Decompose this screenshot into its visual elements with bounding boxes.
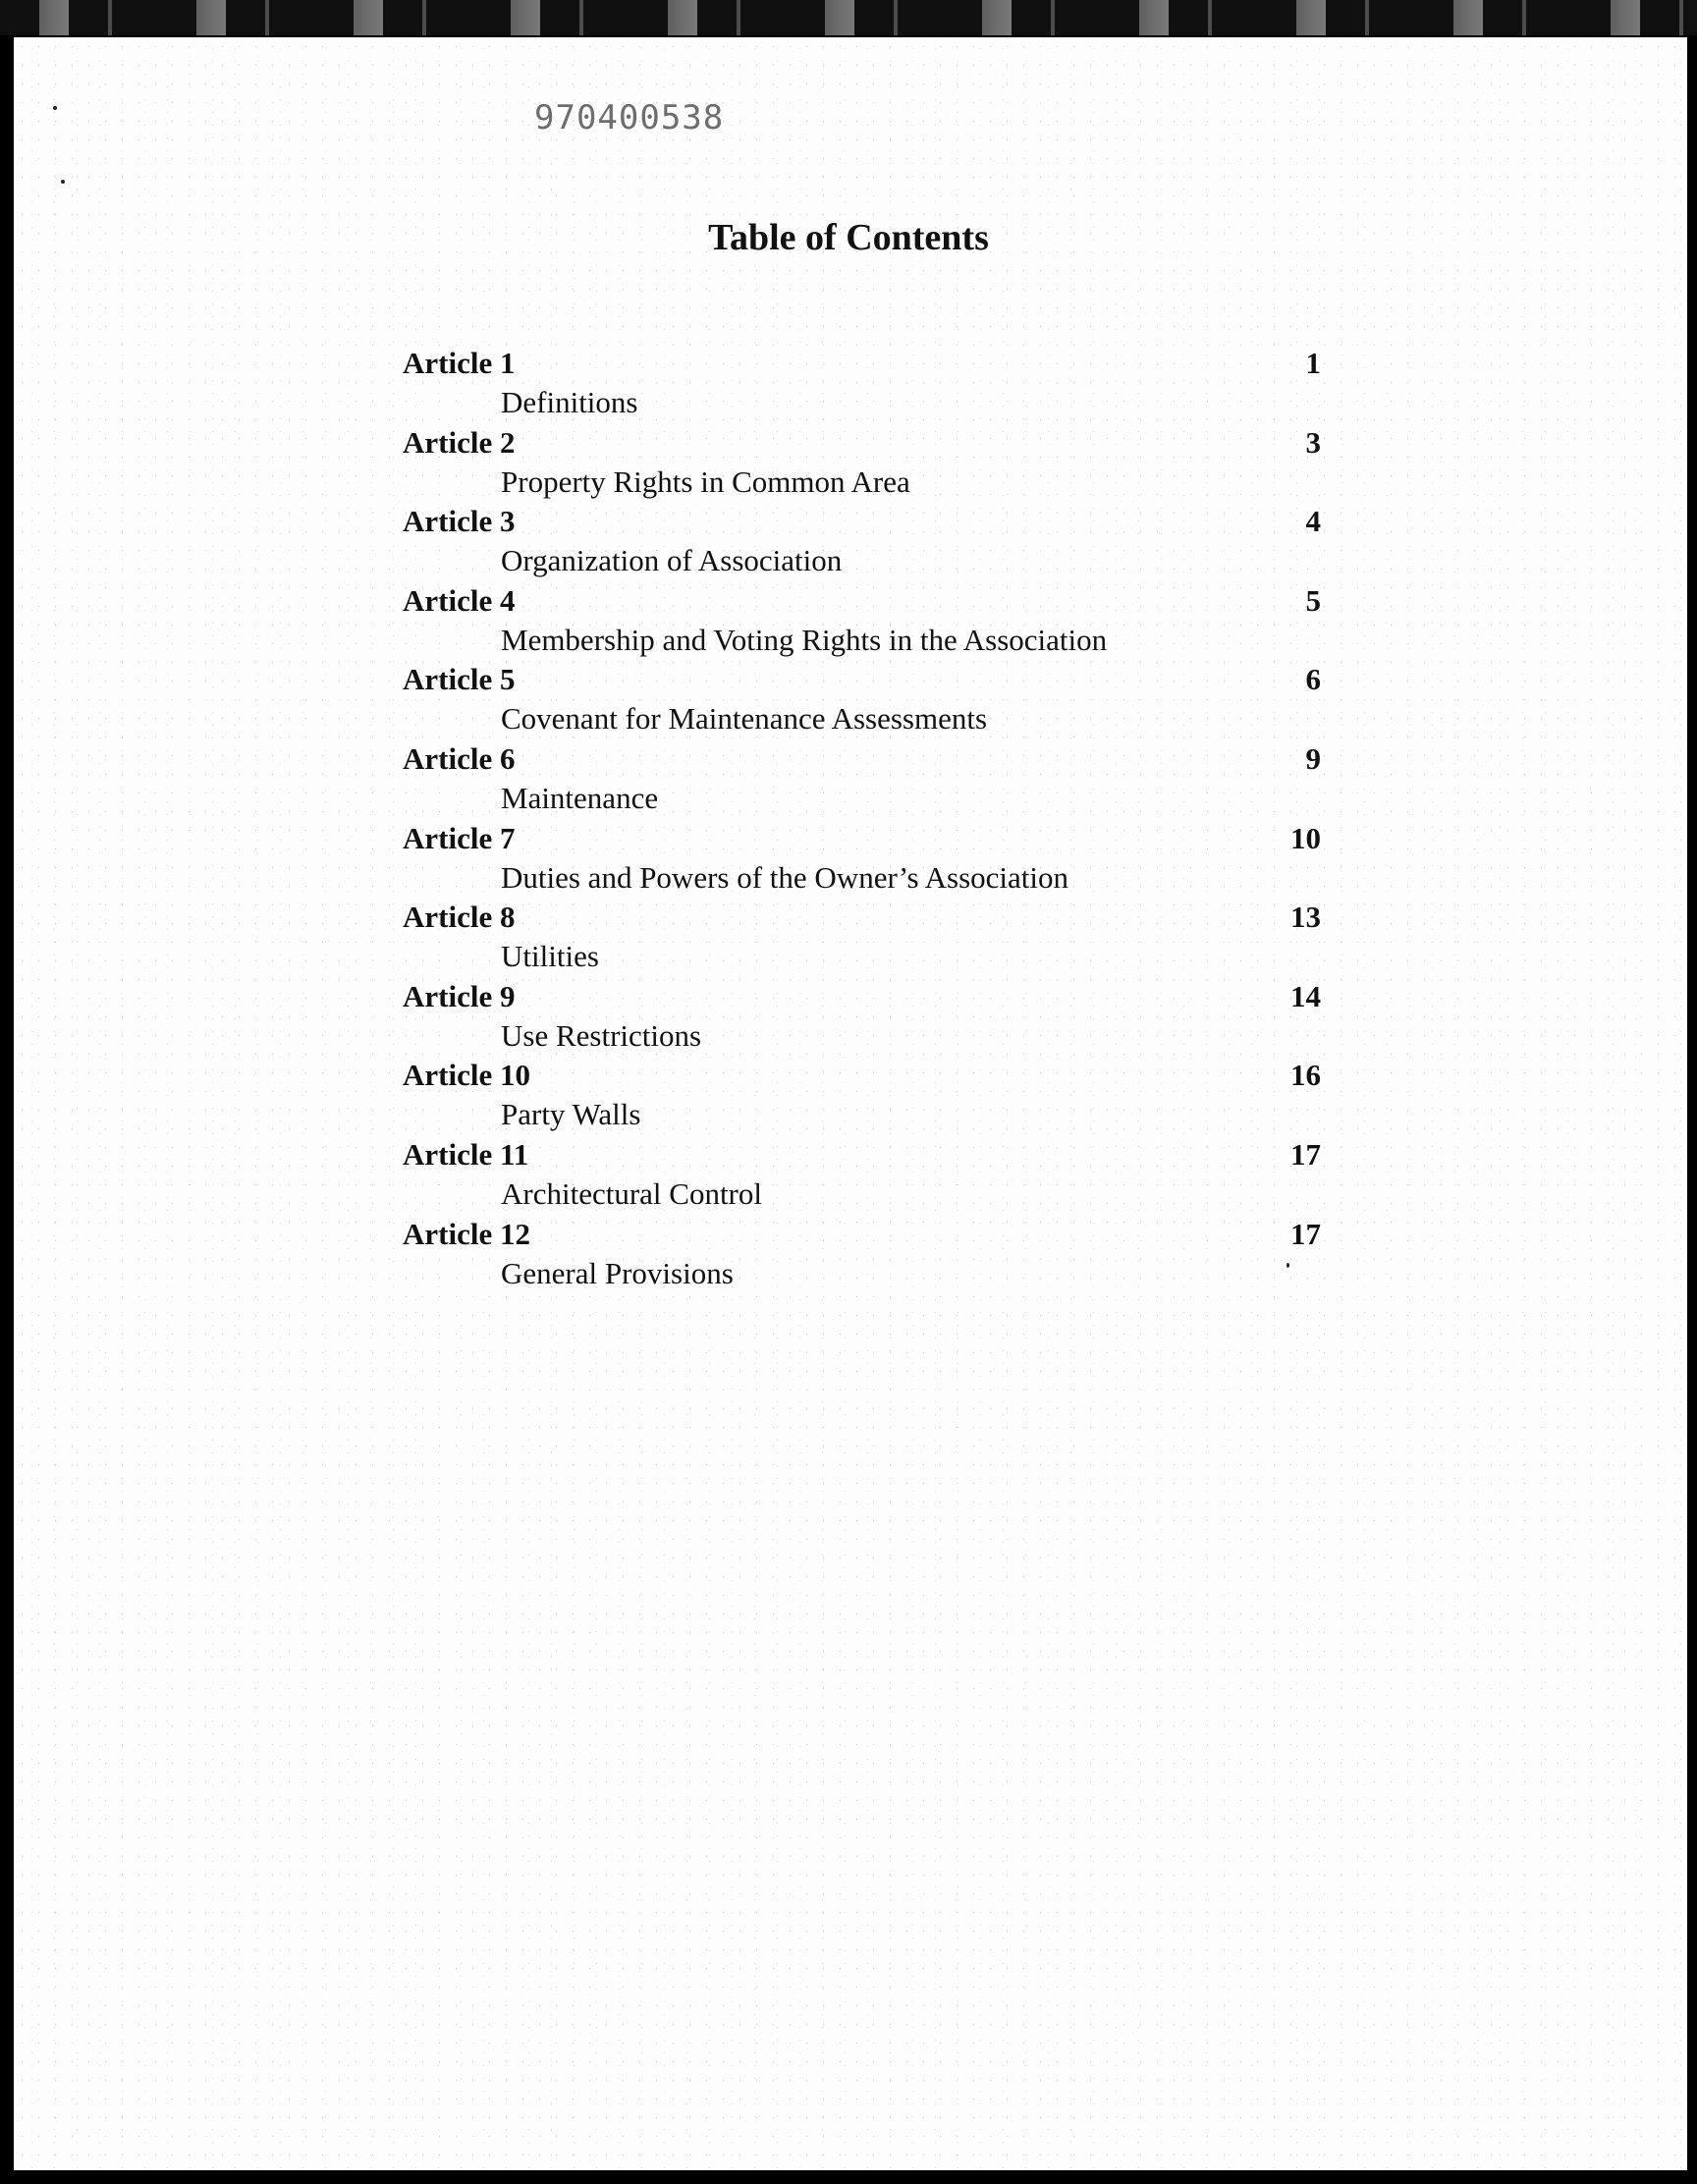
toc-page-number: 9 xyxy=(1305,740,1321,776)
toc-article-label: Article 6 xyxy=(403,740,516,776)
toc-entry xyxy=(403,1058,1321,1137)
toc-article-label: Article 8 xyxy=(403,900,516,935)
toc-entry xyxy=(403,583,1321,663)
toc-entry xyxy=(403,821,1321,901)
toc-page-number: 17 xyxy=(1290,1216,1321,1251)
toc-article-label: Article 1 xyxy=(403,346,516,380)
toc-article-title: Organization of Association xyxy=(501,543,843,578)
toc-article-label: Article 11 xyxy=(403,1136,529,1172)
toc-entry xyxy=(403,1137,1321,1217)
scan-top-strip xyxy=(0,0,1697,35)
toc-article-title: Covenant for Maintenance Assessments xyxy=(501,701,988,737)
toc-page-number: 13 xyxy=(1290,900,1321,935)
document-stamp-number: 970400538 xyxy=(534,98,725,137)
table-of-contents xyxy=(403,346,1321,1295)
toc-page-number: 1 xyxy=(1305,346,1321,380)
toc-entry xyxy=(403,662,1321,741)
toc-article-title: Utilities xyxy=(501,939,599,974)
toc-article-title: Definitions xyxy=(501,385,638,419)
toc-entry xyxy=(403,979,1321,1059)
toc-article-title: Membership and Voting Rights in the Association xyxy=(501,622,1108,657)
toc-page-number: 5 xyxy=(1305,582,1321,618)
toc-article-title: Maintenance xyxy=(501,780,659,815)
toc-entry xyxy=(403,504,1321,583)
toc-article-label: Article 5 xyxy=(403,662,516,697)
toc-page-number: 3 xyxy=(1305,424,1321,460)
toc-article-title: General Provisions xyxy=(501,1255,734,1290)
toc-entry xyxy=(403,1217,1321,1296)
toc-article-label: Article 2 xyxy=(403,424,516,460)
toc-article-title: Property Rights in Common Area xyxy=(501,464,910,499)
toc-article-title: Party Walls xyxy=(501,1097,641,1132)
toc-entry xyxy=(403,900,1321,979)
toc-article-label: Article 7 xyxy=(403,820,516,855)
toc-article-label: Article 10 xyxy=(403,1058,530,1093)
toc-page-number: 17 xyxy=(1290,1136,1321,1172)
toc-article-title: Duties and Powers of the Owner’s Association xyxy=(501,859,1069,895)
toc-page-number: 14 xyxy=(1290,978,1321,1013)
toc-article-label: Article 4 xyxy=(403,582,516,618)
toc-article-label: Article 3 xyxy=(403,504,516,539)
toc-entry xyxy=(403,741,1321,821)
toc-entry xyxy=(403,346,1321,425)
toc-article-label: Article 12 xyxy=(403,1216,530,1251)
toc-article-label: Article 9 xyxy=(403,978,516,1013)
toc-page-number: 10 xyxy=(1290,820,1321,855)
toc-page-number: 16 xyxy=(1290,1058,1321,1093)
page-title: Table of Contents xyxy=(708,217,989,258)
toc-article-title: Use Restrictions xyxy=(501,1017,702,1053)
toc-entry xyxy=(403,425,1321,505)
toc-page-number: 4 xyxy=(1305,504,1321,539)
toc-article-title: Architectural Control xyxy=(501,1175,762,1211)
toc-page-number: 6 xyxy=(1305,662,1321,697)
scan-speck xyxy=(61,180,65,184)
scan-speck xyxy=(53,106,57,110)
